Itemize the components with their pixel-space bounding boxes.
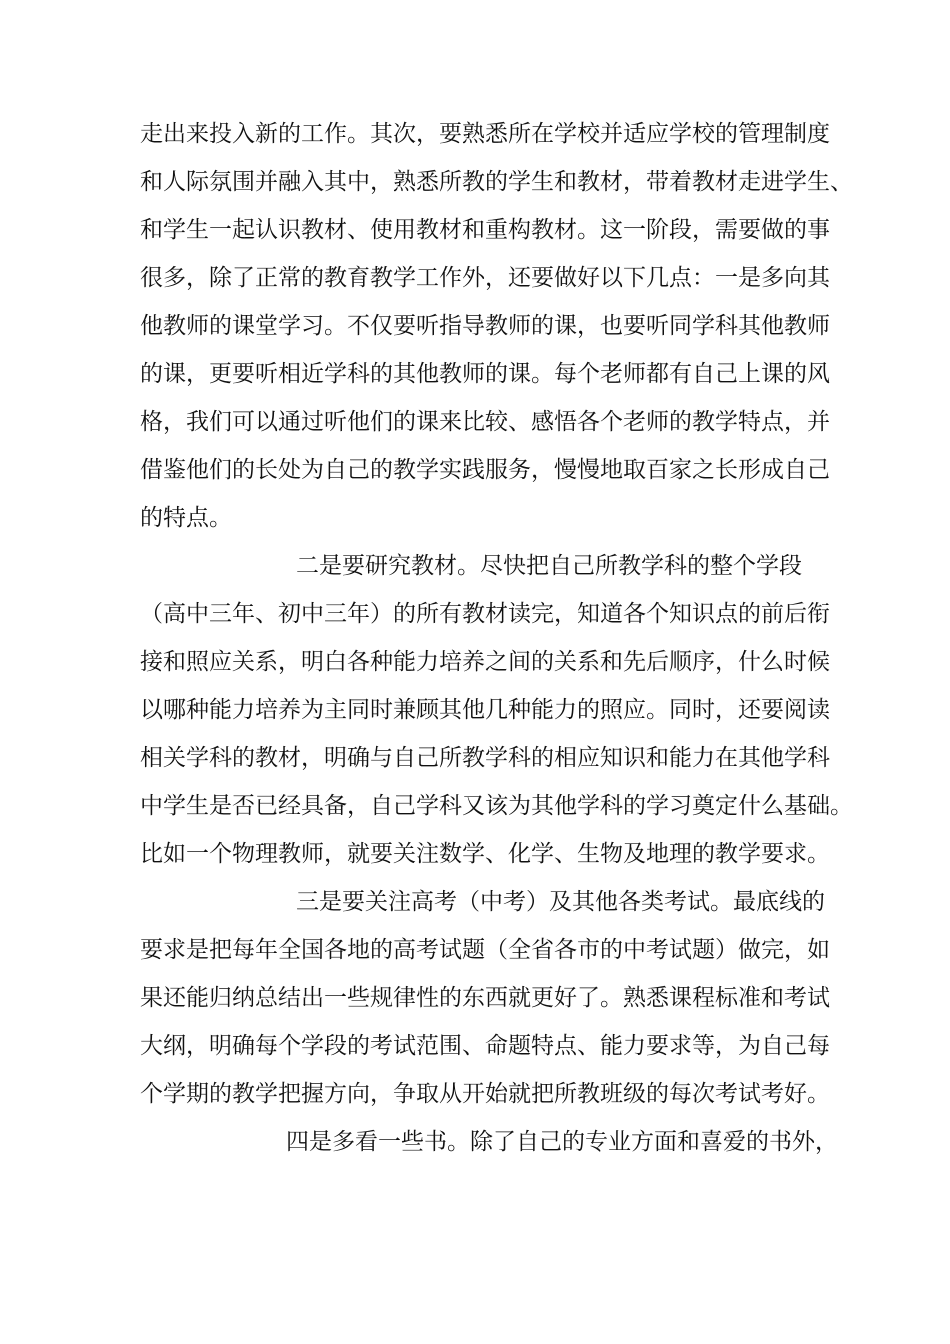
text-line: 要求是把每年全国各地的高考试题（全省各市的中考试题）做完，如 bbox=[140, 937, 830, 963]
text-line: 接和照应关系，明白各种能力培养之间的关系和先后顺序，什么时候 bbox=[140, 649, 830, 675]
text-line: （高中三年、初中三年）的所有教材读完，知道各个知识点的前后衔 bbox=[140, 601, 830, 627]
text-line: 的课，更要听相近学科的其他教师的课。每个老师都有自己上课的风 bbox=[140, 361, 830, 387]
body-text bbox=[140, 110, 853, 1166]
text-line: 大纲，明确每个学段的考试范围、命题特点、能力要求等，为自己每 bbox=[140, 1033, 830, 1059]
text-line: 格，我们可以通过听他们的课来比较、感悟各个老师的教学特点，并 bbox=[140, 409, 830, 435]
text-line: 借鉴他们的长处为自己的教学实践服务，慢慢地取百家之长形成自己 bbox=[140, 457, 830, 483]
text-line: 果还能归纳总结出一些规律性的东西就更好了。熟悉课程标准和考试 bbox=[140, 985, 830, 1011]
text-line: 走出来投入新的工作。其次，要熟悉所在学校并适应学校的管理制度 bbox=[140, 121, 830, 147]
text-line: 和人际氛围并融入其中，熟悉所教的学生和教材，带着教材走进学生、 bbox=[140, 169, 853, 195]
text-line: 的特点。 bbox=[140, 505, 232, 531]
text-line: 很多，除了正常的教育教学工作外，还要做好以下几点：一是多向其 bbox=[140, 265, 830, 291]
paragraph-start-line: 四是多看一些书。除了自己的专业方面和喜爱的书外， bbox=[286, 1129, 838, 1155]
paragraph-start-line: 三是要关注高考（中考）及其他各类考试。最底线的 bbox=[296, 889, 825, 915]
text-line: 以哪种能力培养为主同时兼顾其他几种能力的照应。同时，还要阅读 bbox=[140, 697, 830, 723]
text-line: 中学生是否已经具备，自己学科又该为其他学科的学习奠定什么基础。 bbox=[140, 793, 853, 819]
text-line: 他教师的课堂学习。不仅要听指导教师的课，也要听同学科其他教师 bbox=[140, 313, 830, 339]
text-line: 比如一个物理教师，就要关注数学、化学、生物及地理的教学要求。 bbox=[140, 841, 830, 867]
text-line: 个学期的教学把握方向，争取从开始就把所教班级的每次考试考好。 bbox=[140, 1081, 830, 1107]
text-line: 相关学科的教材，明确与自己所教学科的相应知识和能力在其他学科 bbox=[140, 745, 830, 771]
text-line: 和学生一起认识教材、使用教材和重构教材。这一阶段，需要做的事 bbox=[140, 217, 830, 243]
paragraph-start-line: 二是要研究教材。尽快把自己所教学科的整个学段 bbox=[296, 553, 802, 579]
